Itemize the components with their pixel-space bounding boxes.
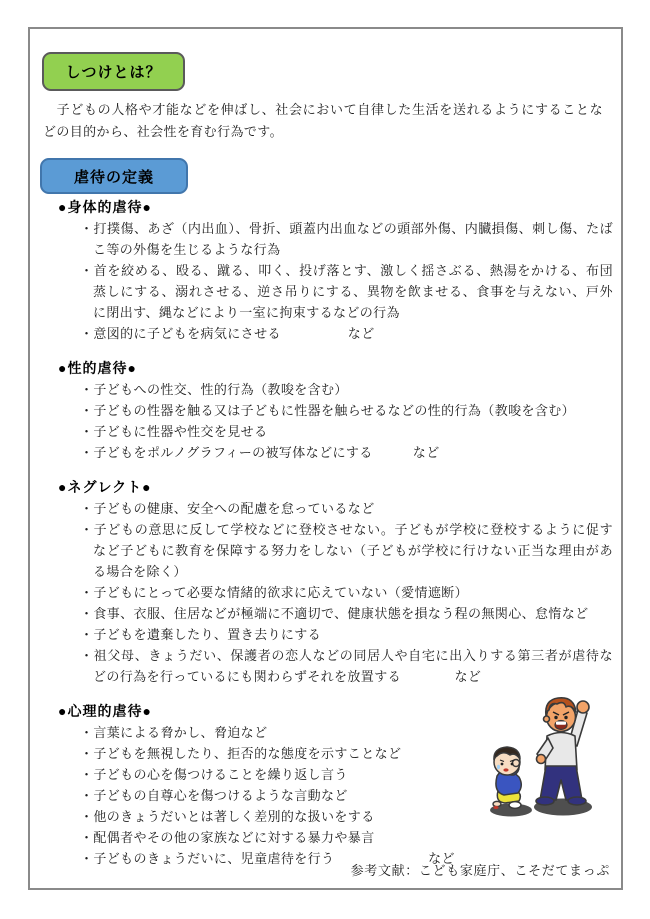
abuse-definition-title: 虐待の定義 (73, 168, 154, 186)
angry-adult-and-crying-child-illustration (484, 690, 604, 818)
abuse-definition-title-box (40, 158, 188, 194)
bullet-list-physical (80, 218, 613, 344)
illustration-svg (484, 690, 604, 818)
bullet-item: ・子どもを遺棄したり、置き去りにする (80, 627, 322, 642)
bullet-item: ・子どもにとって必要な情緒的欲求に応えていない（愛情遮断） (80, 585, 469, 600)
section-heading-physical: ●身体的虐待● (58, 199, 152, 215)
bullet-list-neglect (80, 498, 613, 687)
section-neglect (58, 477, 615, 687)
bullet-item: ・子どもの自尊心を傷つけるような言動など (80, 788, 348, 803)
discipline-title-box (42, 52, 185, 91)
bullet-item: ・言葉による脅かし、脅迫など (80, 725, 268, 740)
bullet-item: ・食事、衣服、住居などが極端に不適切で、健康状態を損なう程の無関心、怠惰など (80, 606, 589, 621)
section-heading-psychological: ●心理的虐待● (58, 703, 152, 719)
section-sexual-abuse (58, 358, 615, 463)
bullet-item: ・子どもの健康、安全への配慮を怠っているなど (80, 501, 375, 516)
raised-fist (577, 701, 589, 713)
crying-child (493, 747, 521, 808)
bullet-list-sexual (80, 379, 613, 463)
bullet-item: ・子どものきょうだいに、児童虐待を行う など (80, 851, 455, 866)
section-heading-sexual: ●性的虐待● (58, 360, 137, 376)
bullet-item: ・打撲傷、あざ（内出血）、骨折、頭蓋内出血などの頭部外傷、内臓損傷、刺し傷、たばこ等の外傷を生じるような行為 (80, 221, 613, 257)
bullet-item: ・子どもの意思に反して学校などに登校させない。子どもが学校に登校するように促すなど子どもに教育を保障する努力をしない（子どもが学校に行けない正当な理由がある場合を除く） (80, 522, 613, 579)
bullet-item: ・首を絞める、殴る、蹴る、叩く、投げ落とす、激しく揺さぶる、熱湯をかける、布団蒸しにする、溺れさせる、逆さ吊りにする、異物を飲ませる、食事を与えない、戸外に閉出す、縄などにより一室に拘束するなどの行為 (80, 263, 613, 320)
bullet-item: ・他のきょうだいとは著しく差別的な扱いをする (80, 809, 375, 824)
reference-text: 参考文献：こども家庭庁、こそだてまっぷ (350, 863, 610, 878)
section-physical-abuse (58, 197, 615, 344)
discipline-paragraph: 子どもの人格や才能などを伸ばし、社会において自律した生活を送れるようにすることなどの目的から、社会性を育む行為です。 (43, 102, 603, 139)
angry-adult (536, 698, 589, 805)
section-heading-neglect: ●ネグレクト● (58, 479, 152, 495)
bullet-item: ・子どもの心を傷つけることを繰り返し言う (80, 767, 348, 782)
discipline-title: しつけとは？ (65, 64, 162, 81)
tear-drop (497, 765, 500, 769)
bullet-item: ・子どもへの性交、性的行為（教唆を含む） (80, 382, 348, 397)
bullet-item: ・意図的に子どもを病気にさせる など (80, 326, 375, 341)
bullet-item: ・祖父母、きょうだい、保護者の恋人などの同居人や自宅に出入りする第三者が虐待などの行為を行っているにも関わらずそれを放置する など (80, 648, 613, 684)
page-border (28, 27, 623, 890)
bullet-item: ・子どもに性器や性交を見せる (80, 424, 268, 439)
bullet-item: ・子どもをポルノグラフィーの被写体などにする など (80, 445, 440, 460)
bullet-item: ・配偶者やその他の家族などに対する暴力や暴言 (80, 830, 375, 845)
bullet-item: ・子どもの性器を触る又は子どもに性器を触らせるなどの性的行為（教唆を含む） (80, 403, 576, 418)
bullet-item: ・子どもを無視したり、拒否的な態度を示すことなど (80, 746, 402, 761)
